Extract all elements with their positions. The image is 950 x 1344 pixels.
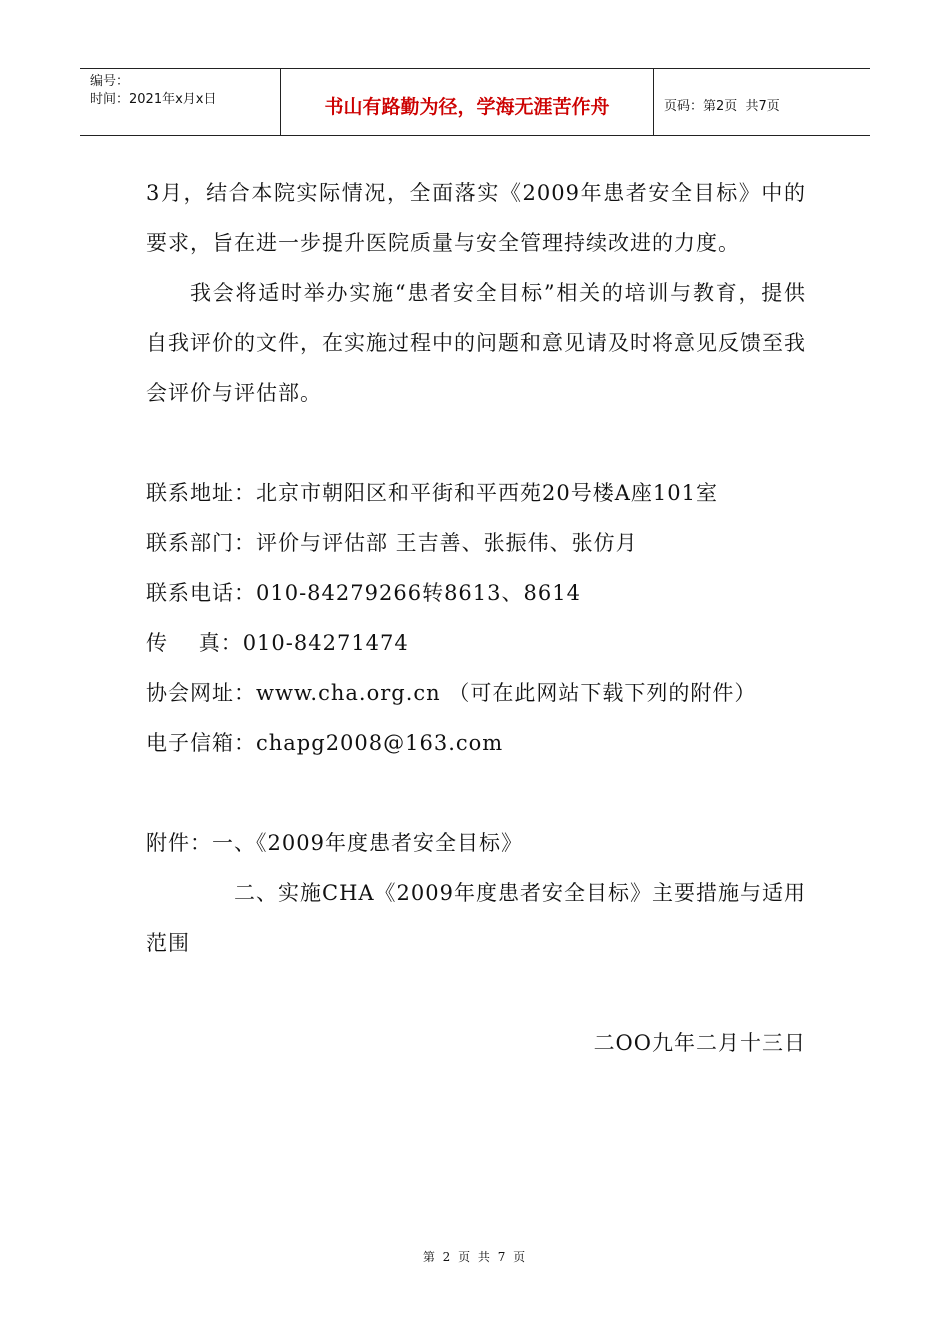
document-date: 二OO九年二月十三日 bbox=[593, 1031, 806, 1055]
contact-email: 电子信箱：chapg2008@163.com bbox=[146, 731, 504, 755]
document-number-label: 编号： bbox=[90, 74, 130, 89]
contact-phone: 联系电话：010-84279266转8613、8614 bbox=[146, 581, 581, 605]
document-time-label: 时间：2021年x月x日 bbox=[90, 92, 217, 107]
header-page-info: 页码：第2页 共7页 bbox=[664, 98, 780, 114]
header-motto: 书山有路勤为径，学海无涯苦作舟 bbox=[324, 95, 610, 118]
document-body bbox=[146, 168, 806, 1068]
attachment-one: 附件：一、《2009年度患者安全目标》 bbox=[146, 831, 523, 855]
contact-fax: 传 真：010-84271474 bbox=[146, 631, 409, 655]
header-meta-cell bbox=[80, 69, 281, 135]
paragraph-training: 我会将适时举办实施“患者安全目标”相关的培训与教育，提供自我评价的文件，在实施过程中的问题和意见请及时将意见反馈至我会评价与评估部。 bbox=[146, 281, 806, 405]
contact-address: 联系地址：北京市朝阳区和平街和平西苑20号楼A座101室 bbox=[146, 481, 718, 505]
spacer bbox=[146, 418, 806, 468]
contact-website: 协会网址：www.cha.org.cn （可在此网站下载下列的附件） bbox=[146, 681, 757, 705]
spacer bbox=[146, 768, 806, 818]
header-motto-cell bbox=[281, 69, 654, 135]
document-header bbox=[80, 68, 870, 136]
page-footer: 第 2 页 共 7 页 bbox=[422, 1250, 528, 1264]
header-page-cell bbox=[654, 69, 870, 135]
attachment-two: 二、实施CHA《2009年度患者安全目标》主要措施与适用范围 bbox=[146, 881, 806, 955]
spacer bbox=[146, 968, 806, 1018]
paragraph-requirements: 3月，结合本院实际情况，全面落实《2009年患者安全目标》中的要求，旨在进一步提升医院质量与安全管理持续改进的力度。 bbox=[146, 181, 806, 255]
contact-department: 联系部门：评价与评估部 王吉善、张振伟、张仿月 bbox=[146, 531, 638, 555]
